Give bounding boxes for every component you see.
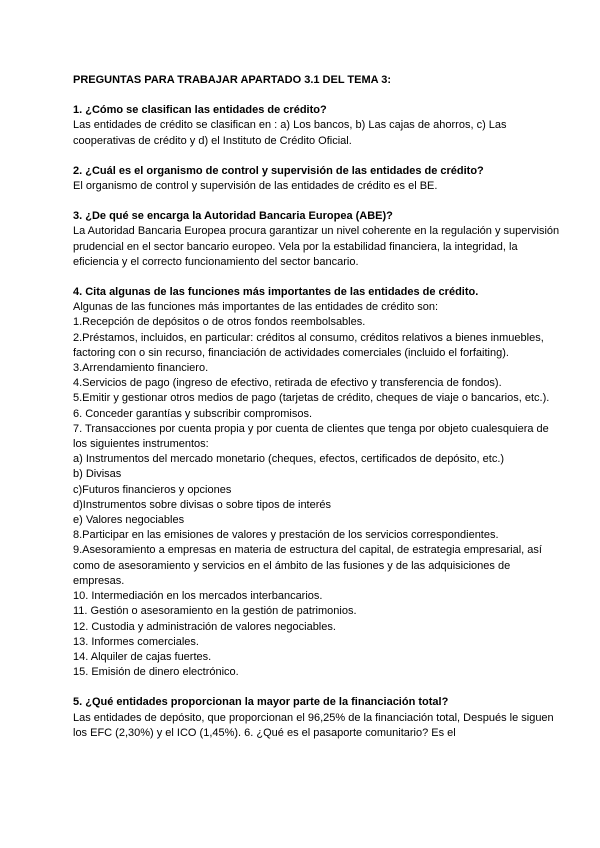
list-item: 14. Alquiler de cajas fuertes. (73, 650, 212, 663)
list-item: e) Valores negociables (73, 514, 185, 527)
answer-3: La Autoridad Bancaria Europea procura garantizar un nivel coherente en la regulación y supervisión prudencial en el sector bancario europeo. Vela por la estabilidad financiera, la integridad, la eficiencia y el correcto funcionamiento del sector bancario. (73, 225, 560, 268)
section-3 (73, 209, 560, 270)
section-4 (73, 285, 560, 680)
list-item: 4.Servicios de pago (ingreso de efectivo, retirada de efectivo y transferencia de fondos). (73, 377, 502, 390)
list-item: 2.Préstamos, incluidos, en particular: créditos al consumo, créditos relativos a bienes inmuebles, factoring con o sin recurso, financiación de actividades comerciales (incluido el forfaiting). (73, 331, 544, 359)
question-3: 3. ¿De qué se encarga la Autoridad Bancaria Europea (ABE)? (73, 210, 393, 223)
list-item: 12. Custodia y administración de valores negociables. (73, 620, 336, 633)
question-5: 5. ¿Qué entidades proporcionan la mayor parte de la financiación total? (73, 696, 449, 709)
list-item: a) Instrumentos del mercado monetario (cheques, efectos, certificados de depósito, etc.) (73, 453, 505, 466)
document-title: PREGUNTAS PARA TRABAJAR APARTADO 3.1 DEL TEMA 3: (73, 74, 392, 86)
answer-2: El organismo de control y supervisión de las entidades de crédito es el BE. (73, 180, 438, 193)
list-item: c)Futuros financieros y opciones (73, 483, 232, 496)
list-item: 8.Participar en las emisiones de valores y prestación de los servicios correspondientes. (73, 529, 499, 542)
list-item: 6. Conceder garantías y subscribir compromisos. (73, 407, 313, 420)
list-item: 7. Transacciones por cuenta propia y por cuenta de clientes que tenga por objeto cualesquiera de los siguientes instrumentos: (73, 422, 549, 451)
question-1: 1. ¿Cómo se clasifican las entidades de crédito? (73, 104, 327, 117)
list-item: b) Divisas (73, 468, 122, 481)
list-item: 15. Emisión de dinero electrónico. (73, 666, 239, 679)
answer-1: Las entidades de crédito se clasifican en : a) Los bancos, b) Las cajas de ahorros, c) Las cooperativas de crédito y d) el Instituto de Crédito Oficial. (73, 119, 507, 147)
answer-4-intro: Algunas de las funciones más importantes de las entidades de crédito son: (73, 301, 439, 314)
list-item: 10. Intermediación en los mercados interbancarios. (73, 590, 323, 603)
list-item: 5.Emitir y gestionar otros medios de pago (tarjetas de crédito, cheques de viaje o bancarios, etc.). (73, 392, 550, 405)
section-1 (73, 103, 560, 149)
list-item: d)Instrumentos sobre divisas o sobre tipos de interés (73, 498, 332, 511)
list-item: 9.Asesoramiento a empresas en materia de estructura del capital, de estrategia empresarial, así como de asesoramiento y servicios en el ámbito de las fusiones y de las adquisiciones de empresas. (73, 544, 542, 587)
section-2 (73, 164, 560, 194)
section-5 (73, 695, 560, 741)
list-item: 13. Informes comerciales. (73, 635, 199, 648)
list-item: 3.Arrendamiento financiero. (73, 362, 209, 375)
question-2: 2. ¿Cuál es el organismo de control y supervisión de las entidades de crédito? (73, 164, 484, 177)
list-item: 1.Recepción de depósitos o de otros fondos reembolsables. (73, 316, 366, 329)
list-item: 11. Gestión o asesoramiento en la gestión de patrimonios. (73, 605, 357, 618)
question-4: 4. Cita algunas de las funciones más importantes de las entidades de crédito. (73, 286, 479, 299)
answer-5: Las entidades de depósito, que proporcionan el 96,25% de la financiación total, Después le siguen los EFC (2,30%) y el ICO (1,45%). 6. ¿Qué es el pasaporte comunitario? Es el (73, 711, 554, 739)
